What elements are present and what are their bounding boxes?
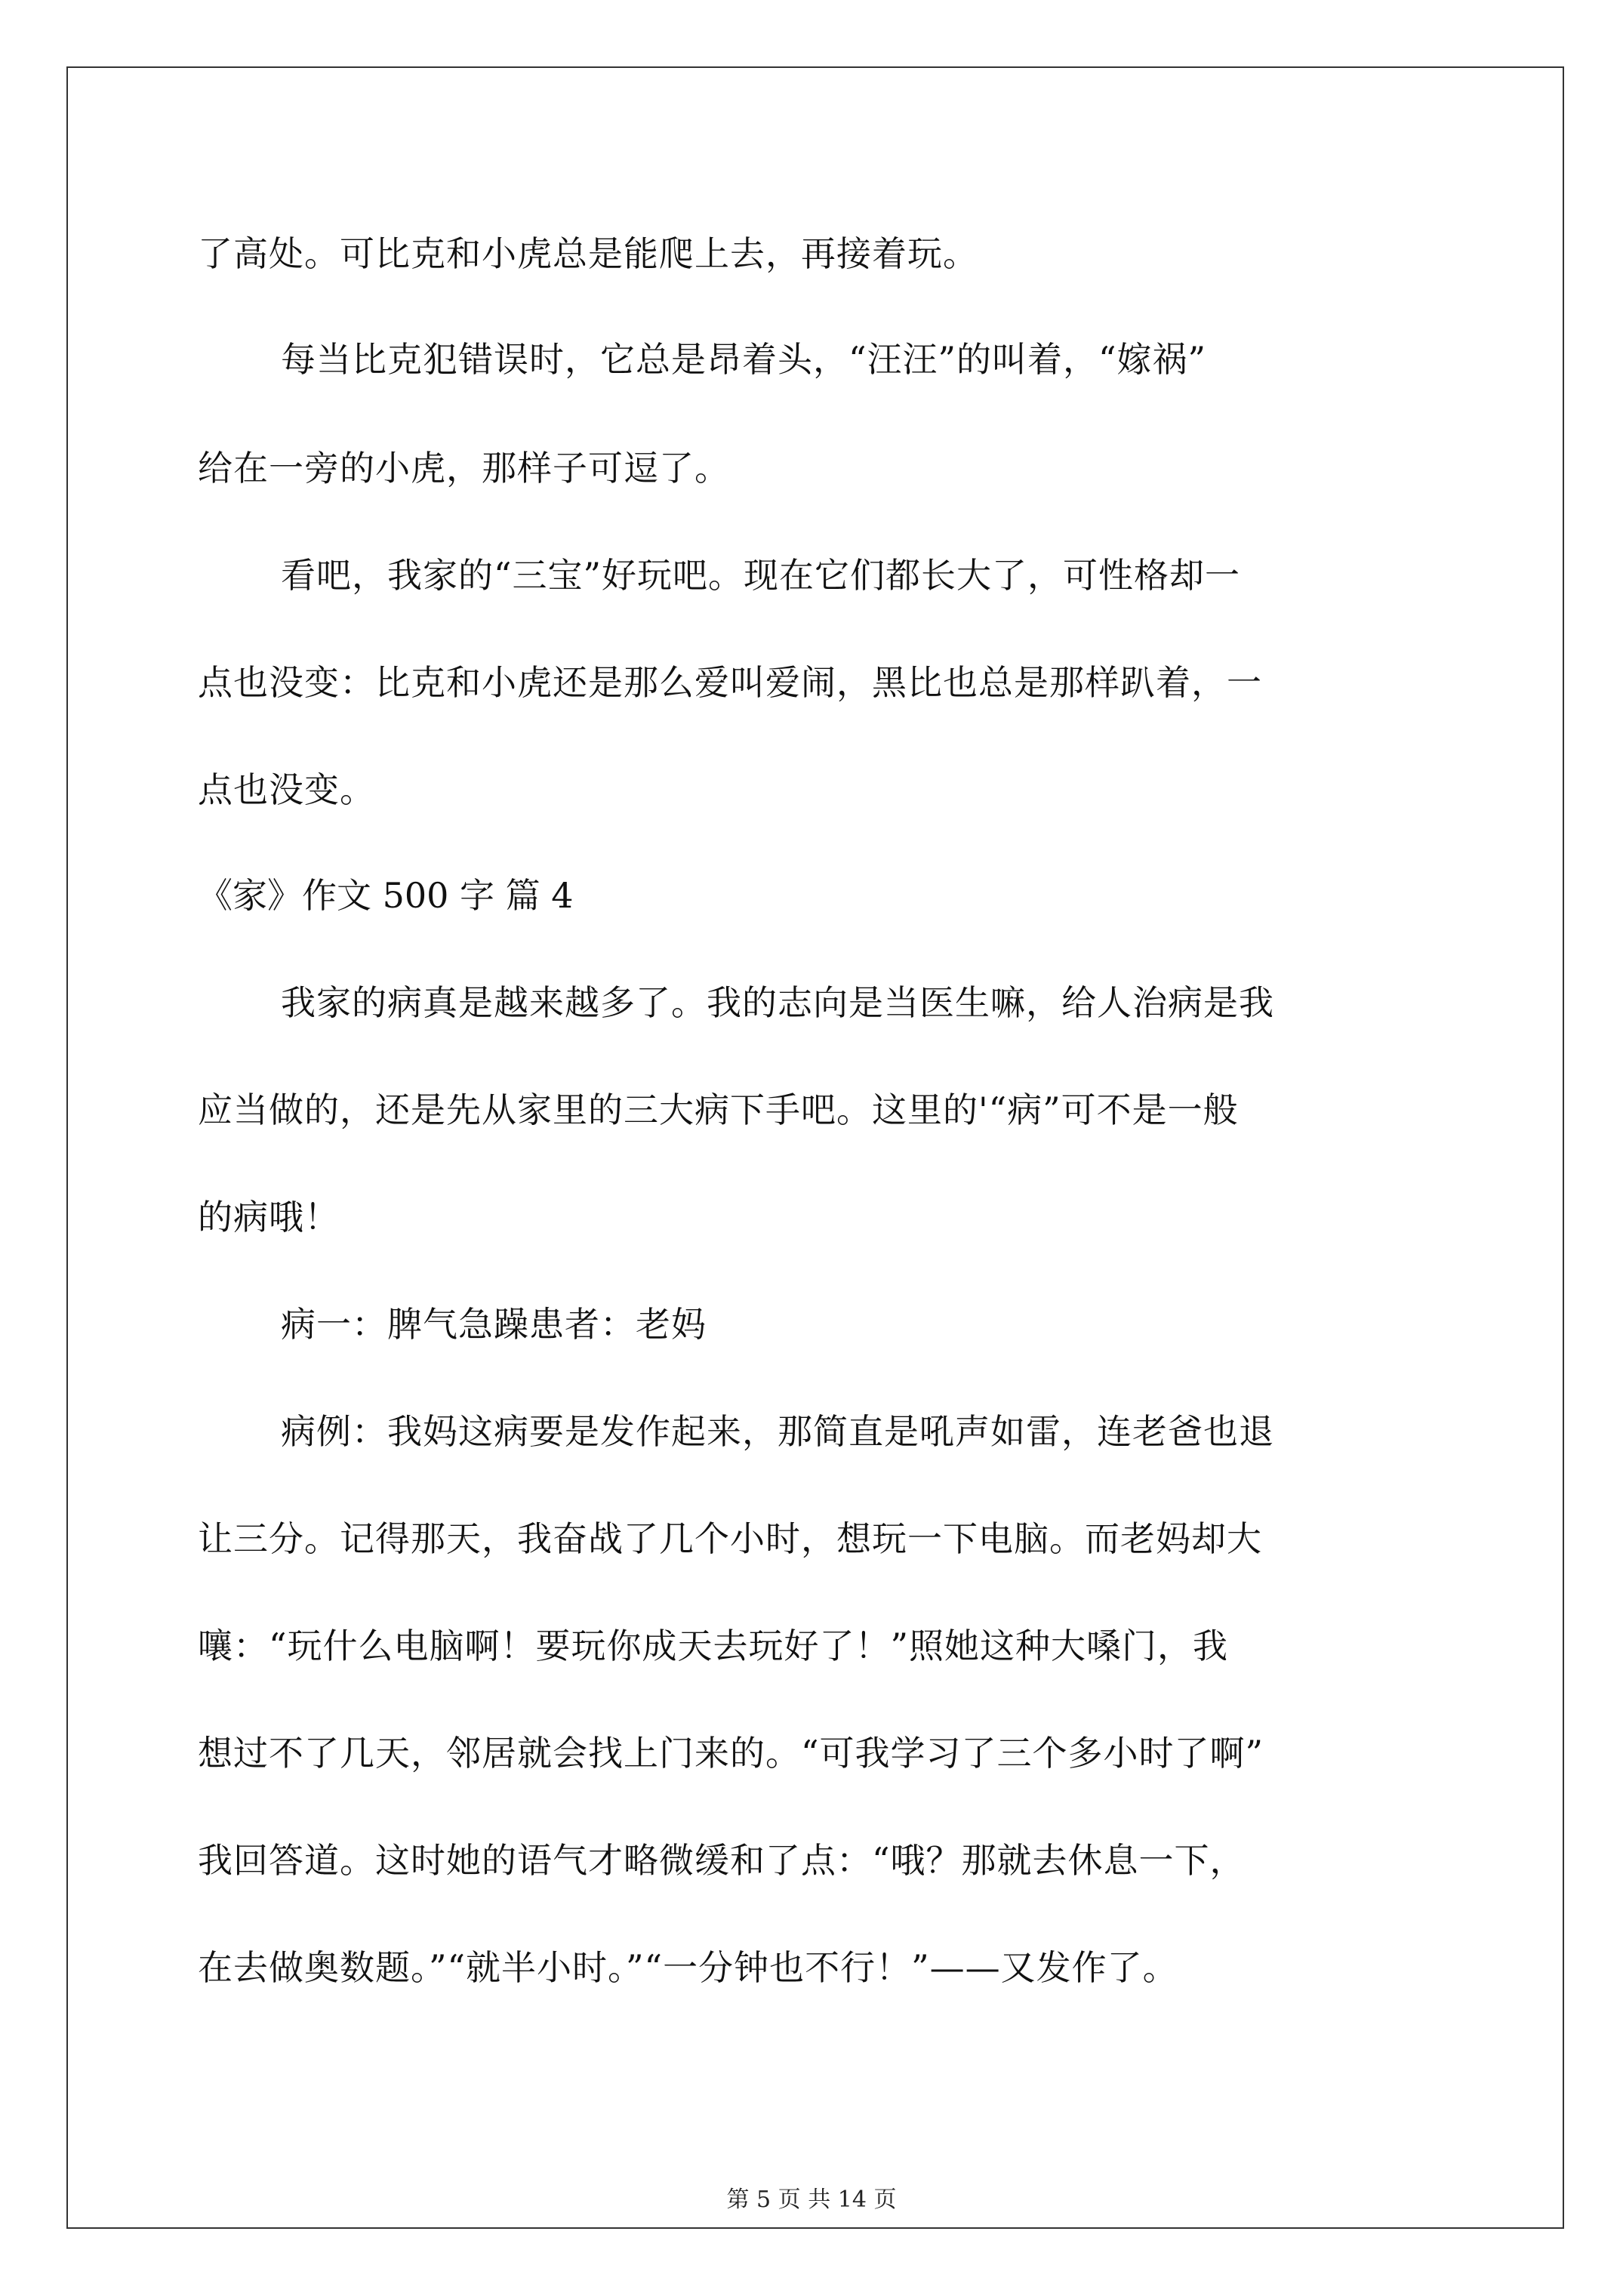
text-line: 了高处。可比克和小虎总是能爬上去，再接着玩。 (198, 233, 978, 274)
text-line: 点也没变。 (198, 769, 375, 810)
text-line: 让三分。记得那天，我奋战了几个小时，想玩一下电脑。而老妈却大 (198, 1518, 1262, 1559)
page-footer: 第 5 页 共 14 页 (726, 2187, 897, 2213)
text-line: 看吧，我家的“三宝”好玩吧。现在它们都长大了，可性格却一 (281, 555, 1241, 596)
text-line: 给在一旁的小虎，那样子可逗了。 (198, 448, 730, 488)
text-line: 应当做的，还是先从家里的三大病下手吧。这里的'“病”可不是一般 (198, 1089, 1239, 1130)
text-line: 点也没变：比克和小虎还是那么爱叫爱闹，黑比也总是那样趴着，一 (198, 662, 1262, 703)
text-line: 嚷：“玩什么电脑啊！要玩你成天去玩好了！”照她这种大嗓门，我 (198, 1626, 1229, 1666)
text-line: 每当比克犯错误时，它总是昂着头，“汪汪”的叫着，“嫁祸” (281, 339, 1207, 380)
text-line: 我回答道。这时她的语气才略微缓和了点：“哦？那就去休息一下， (198, 1840, 1246, 1881)
text-line: 病例：我妈这病要是发作起来，那简直是吼声如雷，连老爸也退 (281, 1411, 1274, 1452)
text-line: 病一：脾气急躁患者：老妈 (281, 1304, 707, 1345)
section-heading: 《家》作文 500 字 篇 4 (198, 875, 574, 916)
text-line: 我家的病真是越来越多了。我的志向是当医生嘛，给人治病是我 (281, 982, 1274, 1023)
text-line: 的病哦！ (198, 1197, 340, 1237)
page-frame (66, 66, 1564, 2229)
text-line: 想过不了几天，邻居就会找上门来的。“可我学习了三个多小时了啊” (198, 1733, 1264, 1774)
text-line: 在去做奥数题。”“就半小时。”“一分钟也不行！”——又发作了。 (198, 1947, 1178, 1988)
